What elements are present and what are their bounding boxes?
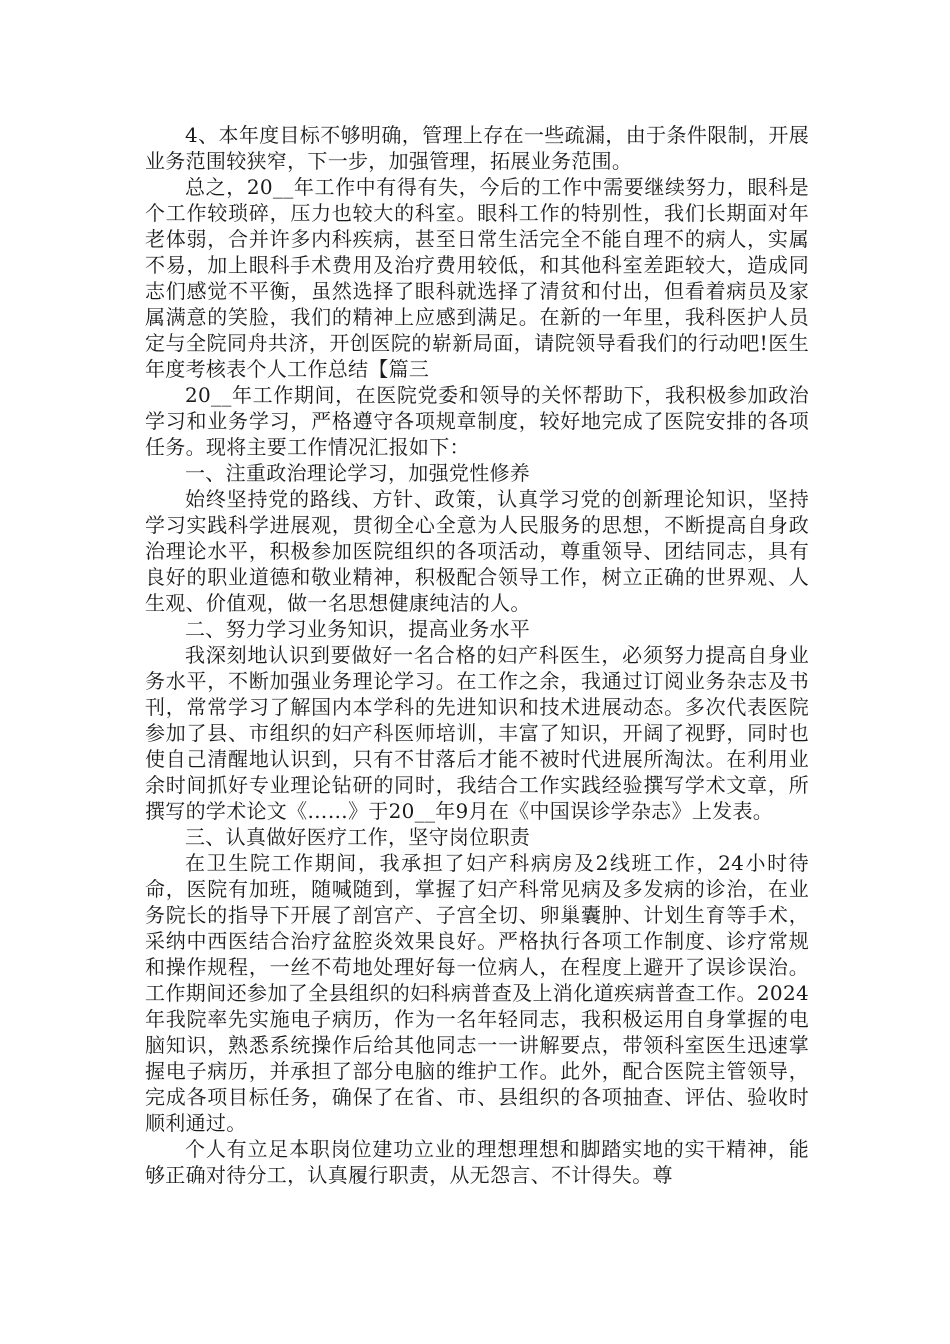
section-heading-medical-work: 三、认真做好医疗工作，坚守岗位职责 (185, 825, 531, 849)
document-body (145, 122, 809, 1188)
paragraph-intro: 20__年工作期间，在医院党委和领导的关怀帮助下，我积极参加政治学习和业务学习，严格遵守各项规章制度，较好地完成了医院安排的各项任务。现将主要工作情况汇报如下： (145, 383, 809, 459)
paragraph-professional-study: 我深刻地认识到要做好一名合格的妇产科医生，必须努力提高自身业务水平，不断加强业务理论学习。在工作之余，我通过订阅业务杂志及书刊，常常学习了解国内本学科的先进知识和技术进展动态。多次代表医院参加了县、市组织的妇产科医师培训，丰富了知识，开阔了视野，同时也使自己清醒地认识到，只有不甘落后才能不被时代进展所淘汰。在利用业余时间抓好专业理论钻研的同时，我结合工作实践经验撰写学术文章，所撰写的学术论文《……》于20__年9月在《中国误诊学杂志》上发表。 (145, 643, 809, 823)
section-heading-political-study: 一、注重政治理论学习，加强党性修养 (185, 461, 531, 485)
paragraph-target-issues: 4、本年度目标不够明确，管理上存在一些疏漏，由于条件限制，开展业务范围较狭窄，下一步，加强管理，拓展业务范围。 (145, 123, 809, 173)
section-heading-professional-study: 二、努力学习业务知识，提高业务水平 (185, 617, 531, 641)
paragraph-medical-work: 在卫生院工作期间，我承担了妇产科病房及2线班工作，24小时待命，医院有加班，随喊随到，掌握了妇产科常见病及多发病的诊治，在业务院长的指导下开展了剖宫产、子宫全切、卵巢囊肿、计划生育等手术，采纳中西医结合治疗盆腔炎效果良好。严格执行各项工作制度、诊疗常规和操作规程，一丝不苟地处理好每一位病人，在程度上避开了误诊误治。工作期间还参加了全县组织的妇科病普查及上消化道疾病普查工作。2024年我院率先实施电子病历，作为一名年轻同志，我积极运用自身掌握的电脑知识，熟悉系统操作后给其他同志一一讲解要点，带领科室医生迅速掌握电子病历，并承担了部分电脑的维护工作。此外，配合医院主管领导，完成各项目标任务，确保了在省、市、县组织的各项抽查、评估、验收时顺利通过。 (145, 851, 809, 1135)
paragraph-political-study: 始终坚持党的路线、方针、政策，认真学习党的创新理论知识，坚持学习实践科学进展观，贯彻全心全意为人民服务的思想，不断提高自身政治理论水平，积极参加医院组织的各项活动，尊重领导、团结同志，具有良好的职业道德和敬业精神，积极配合领导工作，树立正确的世界观、人生观、价值观，做一名思想健康纯洁的人。 (145, 487, 809, 615)
paragraph-personal-spirit: 个人有立足本职岗位建功立业的理想理想和脚踏实地的实干精神，能够正确对待分工，认真履行职责，从无怨言、不计得失。尊 (145, 1137, 809, 1187)
paragraph-summary: 总之，20__年工作中有得有失，今后的工作中需要继续努力，眼科是个工作较琐碎，压力也较大的科室。眼科工作的特别性，我们长期面对年老体弱，合并许多内科疾病，甚至日常生活完全不能自理不的病人，实属不易，加上眼科手术费用及治疗费用较低，和其他科室差距较大，造成同志们感觉不平衡，虽然选择了眼科就选择了清贫和付出，但看着病员及家属满意的笑脸，我们的精神上应感到满足。在新的一年里，我科医护人员定与全院同舟共济，开创医院的崭新局面，请院领导看我们的行动吧!医生年度考核表个人工作总结【篇三 (145, 175, 809, 381)
